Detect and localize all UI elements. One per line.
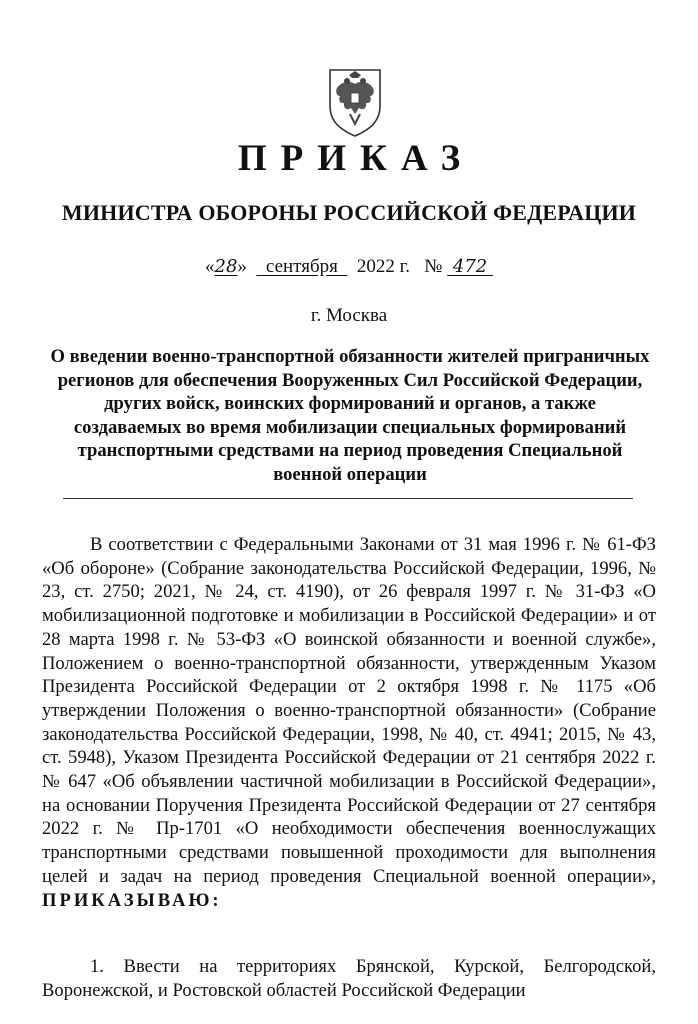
order-month <box>256 256 347 277</box>
order-number-text: 472 <box>452 256 488 277</box>
order-year: 2022 г. <box>356 256 411 277</box>
order-day: 28 <box>214 256 238 277</box>
preamble-paragraph <box>42 533 656 912</box>
date-open-quote: « <box>205 256 215 277</box>
preamble-text: В соответствии с Федеральными Законами от 31 мая 1996 г. № 61-ФЗ «Об обороне» (Собрание законодательства Российской Федерации, 1996, № 23, ст. 2750; 2021, № 24, ст. 4190), от 26 февраля 1997 г. № 31-ФЗ «О мобилизационной подготовке и мобилизации в Российской Федерации» и от 28 марта 1998 г. № 53-ФЗ «О воинской обязанности и военной службе», Положением о военно-транспортной обязанности, утвержденным Указом Президента Российской Федерации от 2 октября 1998 г. № 1175 «Об утверждении Положения о военно-транспортной обязанности» (Собрание законодательства Российской Федерации, 1998, № 40, ст. 4941; 2015, № 43, ст. 5948), Указом Президента Российской Федерации от 21 сентября 2022 г. № 647 «Об объявлении частичной мобилизации в Российской Федерации», на основании Поручения Президента Российской Федерации от 27 сентября 2022 г. № Пр-1701 «О необходимости обеспечения военнослужащих транспортными средствами повышенной проходимости для выполнения целей и задач на период проведения Специальной военной операции», <box>42 534 656 887</box>
order-number-label: № <box>424 256 443 277</box>
order-month-text: сентября <box>265 256 338 277</box>
order-date-line <box>0 256 698 278</box>
order-item-1: 1. Ввести на территориях Брянской, Курской, Белгородской, Воронежской, и Ростовской областей Российской Федерации <box>42 956 656 1001</box>
date-close-quote: » <box>237 256 247 277</box>
city: г. Москва <box>310 305 388 326</box>
coat-of-arms-emblem <box>325 66 385 138</box>
order-number <box>447 256 493 277</box>
document-title: ПРИКАЗ <box>237 138 475 179</box>
heading-divider <box>63 498 633 499</box>
order-word: ПРИКАЗЫВАЮ: <box>42 889 222 911</box>
ministry-name: МИНИСТРА ОБОРОНЫ РОССИЙСКОЙ ФЕДЕРАЦИИ <box>61 200 637 225</box>
order-heading: О введении военно-транспортной обязанности жителей приграничных регионов для обеспечения Вооруженных Сил Российской Федерации, других войск, воинских формирований и органов, а также создаваемых во время мобилизации специальных формирований транспортными средствами на период проведения Специальной военной операции <box>50 346 650 485</box>
